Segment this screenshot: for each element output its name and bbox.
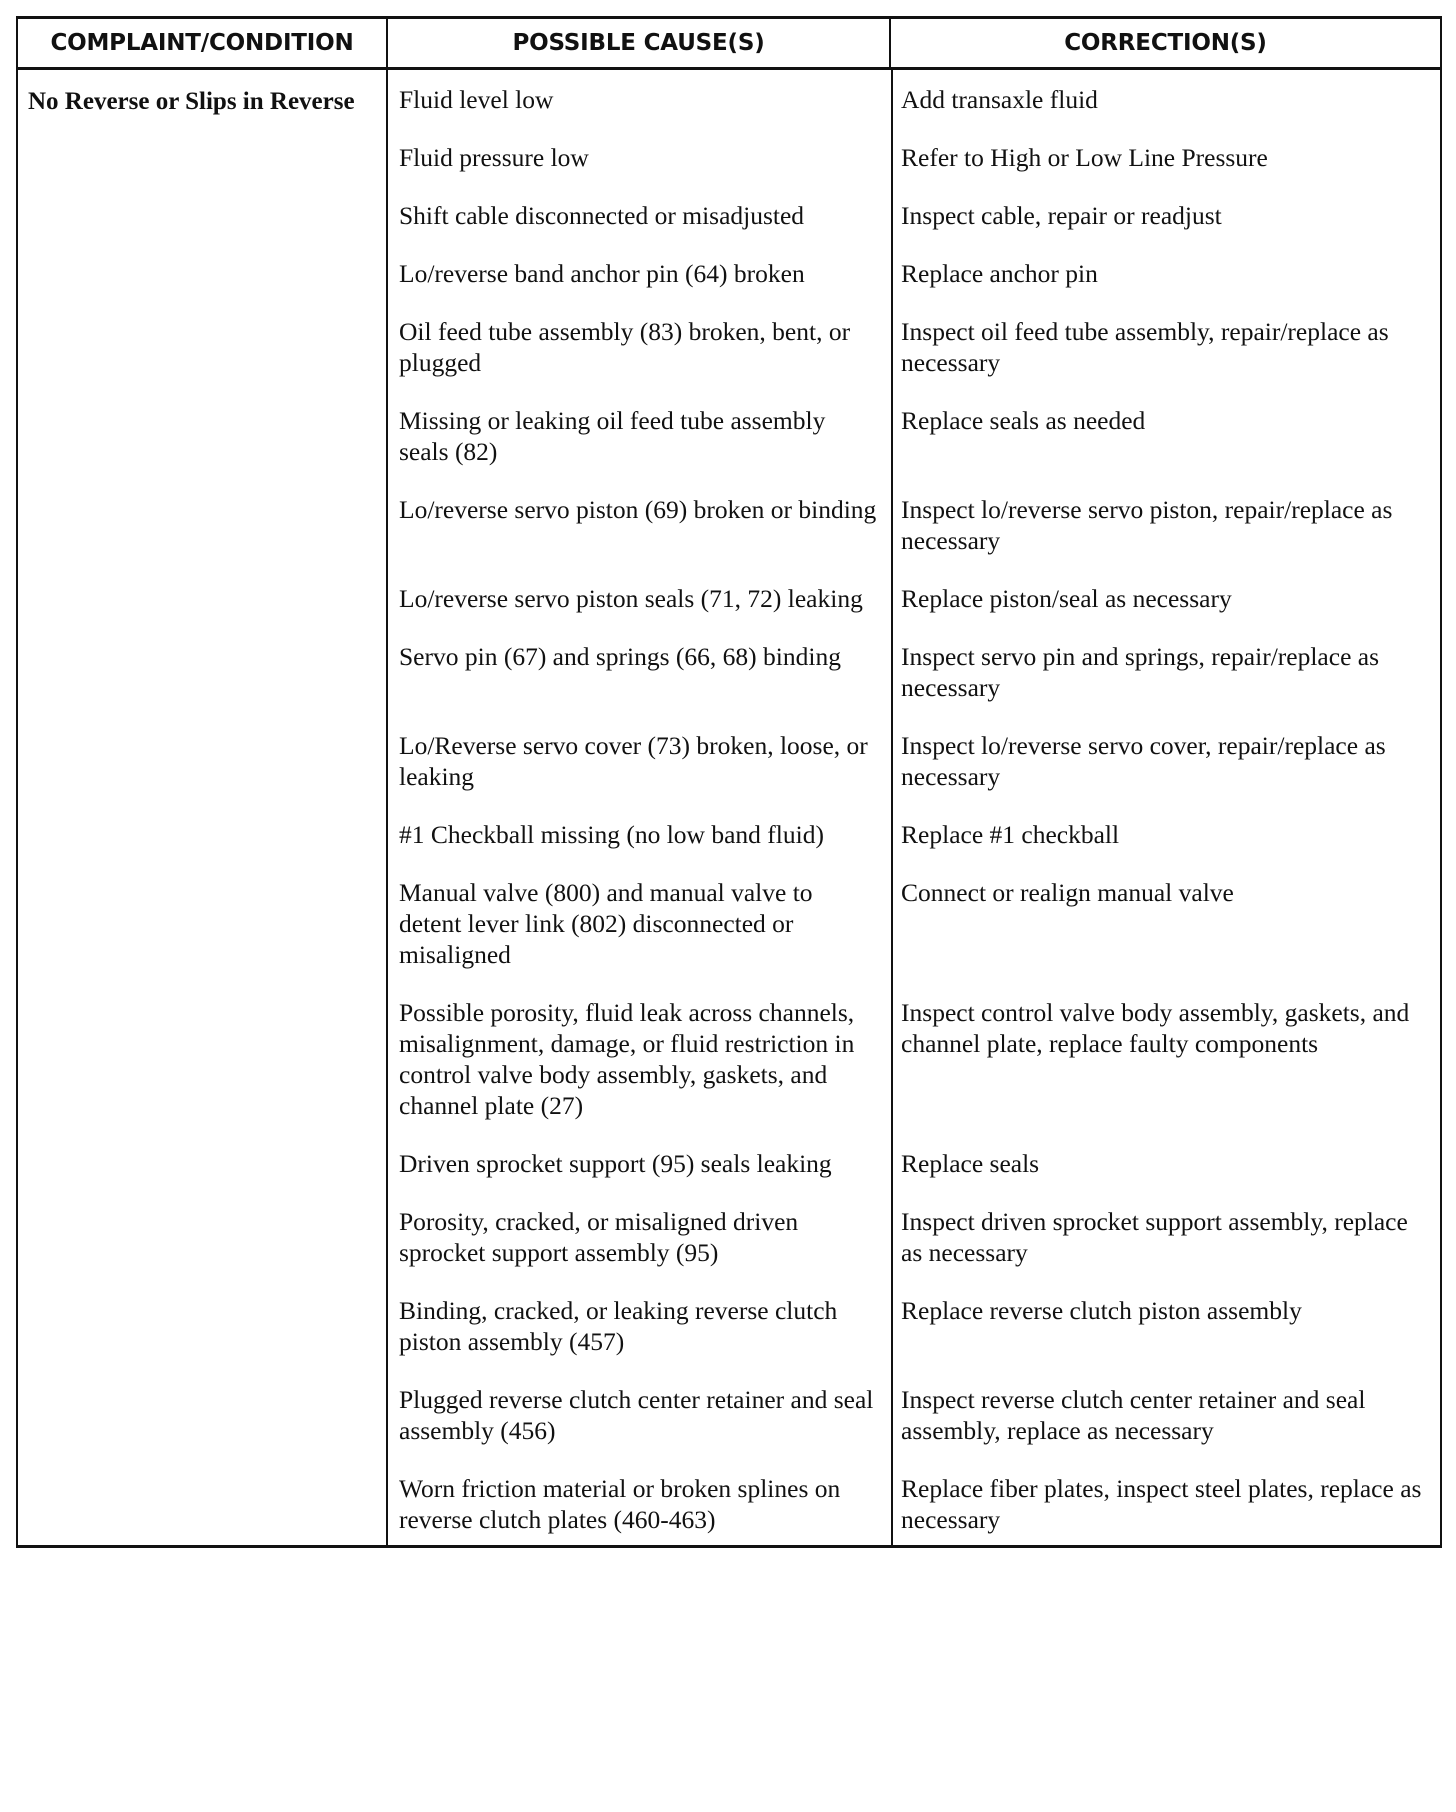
correction-text: Connect or realign manual valve	[901, 878, 1234, 907]
column-divider	[891, 70, 893, 1545]
entry-list	[388, 70, 1440, 1545]
possible-cause-text: Servo pin (67) and springs (66, 68) binding	[399, 642, 841, 671]
possible-cause-text: #1 Checkball missing (no low band fluid)	[399, 820, 824, 849]
complaint-cell	[17, 69, 387, 1547]
possible-cause-text: Driven sprocket support (95) seals leaking	[399, 1149, 832, 1178]
correction-text: Inspect lo/reverse servo cover, repair/replace as necessary	[901, 731, 1386, 791]
possible-cause-text: Shift cable disconnected or misadjusted	[399, 201, 805, 230]
list-item	[388, 1295, 1440, 1357]
list-item	[388, 583, 1440, 614]
correction-text: Replace piston/seal as necessary	[901, 584, 1232, 613]
list-item	[388, 494, 1440, 556]
list-item	[388, 405, 1440, 467]
list-item	[388, 1148, 1440, 1179]
possible-cause-text: Lo/Reverse servo cover (73) broken, loose, or leaking	[399, 731, 868, 791]
cause-correction-cell	[387, 69, 1441, 1547]
possible-cause-text: Plugged reverse clutch center retainer and seal assembly (456)	[399, 1385, 874, 1445]
list-item	[388, 316, 1440, 378]
possible-cause-text: Manual valve (800) and manual valve to detent lever link (802) disconnected or misaligned	[399, 878, 813, 969]
list-item	[388, 1206, 1440, 1268]
list-item	[388, 877, 1440, 970]
list-item	[388, 84, 1440, 115]
list-item	[388, 258, 1440, 289]
possible-cause-text: Fluid pressure low	[399, 143, 589, 172]
correction-text: Replace reverse clutch piston assembly	[901, 1296, 1302, 1325]
possible-cause-text: Lo/reverse band anchor pin (64) broken	[399, 259, 805, 288]
possible-cause-text: Possible porosity, fluid leak across channels, misalignment, damage, or fluid restriction in control valve body assembly, gaskets, and channel plate (27)	[399, 998, 855, 1120]
correction-text: Inspect control valve body assembly, gaskets, and channel plate, replace faulty components	[901, 998, 1410, 1058]
possible-cause-text: Missing or leaking oil feed tube assembly seals (82)	[399, 406, 826, 466]
list-item	[388, 200, 1440, 231]
correction-text: Replace seals	[901, 1149, 1040, 1178]
correction-text: Inspect lo/reverse servo piston, repair/replace as necessary	[901, 495, 1393, 555]
list-item	[388, 819, 1440, 850]
list-item	[388, 1384, 1440, 1446]
table-row	[17, 69, 1441, 1547]
possible-cause-text: Oil feed tube assembly (83) broken, bent, or plugged	[399, 317, 851, 377]
correction-text: Inspect driven sprocket support assembly, replace as necessary	[901, 1207, 1408, 1267]
correction-text: Add transaxle fluid	[901, 85, 1098, 114]
header-correction: CORRECTION(S)	[890, 18, 1441, 69]
possible-cause-text: Lo/reverse servo piston (69) broken or binding	[399, 495, 877, 524]
possible-cause-text: Fluid level low	[399, 85, 554, 114]
correction-text: Replace seals as needed	[901, 406, 1146, 435]
list-item	[388, 641, 1440, 703]
complaint-text: No Reverse or Slips in Reverse	[28, 88, 355, 115]
header-row	[17, 18, 1441, 69]
possible-cause-text: Worn friction material or broken splines on reverse clutch plates (460-463)	[399, 1474, 841, 1534]
list-item	[388, 997, 1440, 1121]
header-cause: POSSIBLE CAUSE(S)	[387, 18, 890, 69]
correction-text: Refer to High or Low Line Pressure	[901, 143, 1268, 172]
possible-cause-text: Porosity, cracked, or misaligned driven sprocket support assembly (95)	[399, 1207, 799, 1267]
header-complaint: COMPLAINT/CONDITION	[17, 18, 387, 69]
correction-text: Inspect servo pin and springs, repair/replace as necessary	[901, 642, 1379, 702]
correction-text: Inspect oil feed tube assembly, repair/replace as necessary	[901, 317, 1389, 377]
possible-cause-text: Lo/reverse servo piston seals (71, 72) leaking	[399, 584, 863, 613]
correction-text: Replace anchor pin	[901, 259, 1098, 288]
correction-text: Replace #1 checkball	[901, 820, 1120, 849]
correction-text: Inspect reverse clutch center retainer and seal assembly, replace as necessary	[901, 1385, 1366, 1445]
correction-text: Inspect cable, repair or readjust	[901, 201, 1222, 230]
list-item	[388, 142, 1440, 173]
list-item	[388, 730, 1440, 792]
correction-text: Replace fiber plates, inspect steel plates, replace as necessary	[901, 1474, 1422, 1534]
list-item	[388, 1473, 1440, 1535]
possible-cause-text: Binding, cracked, or leaking reverse clutch piston assembly (457)	[399, 1296, 838, 1356]
diagnosis-table	[16, 16, 1442, 1548]
